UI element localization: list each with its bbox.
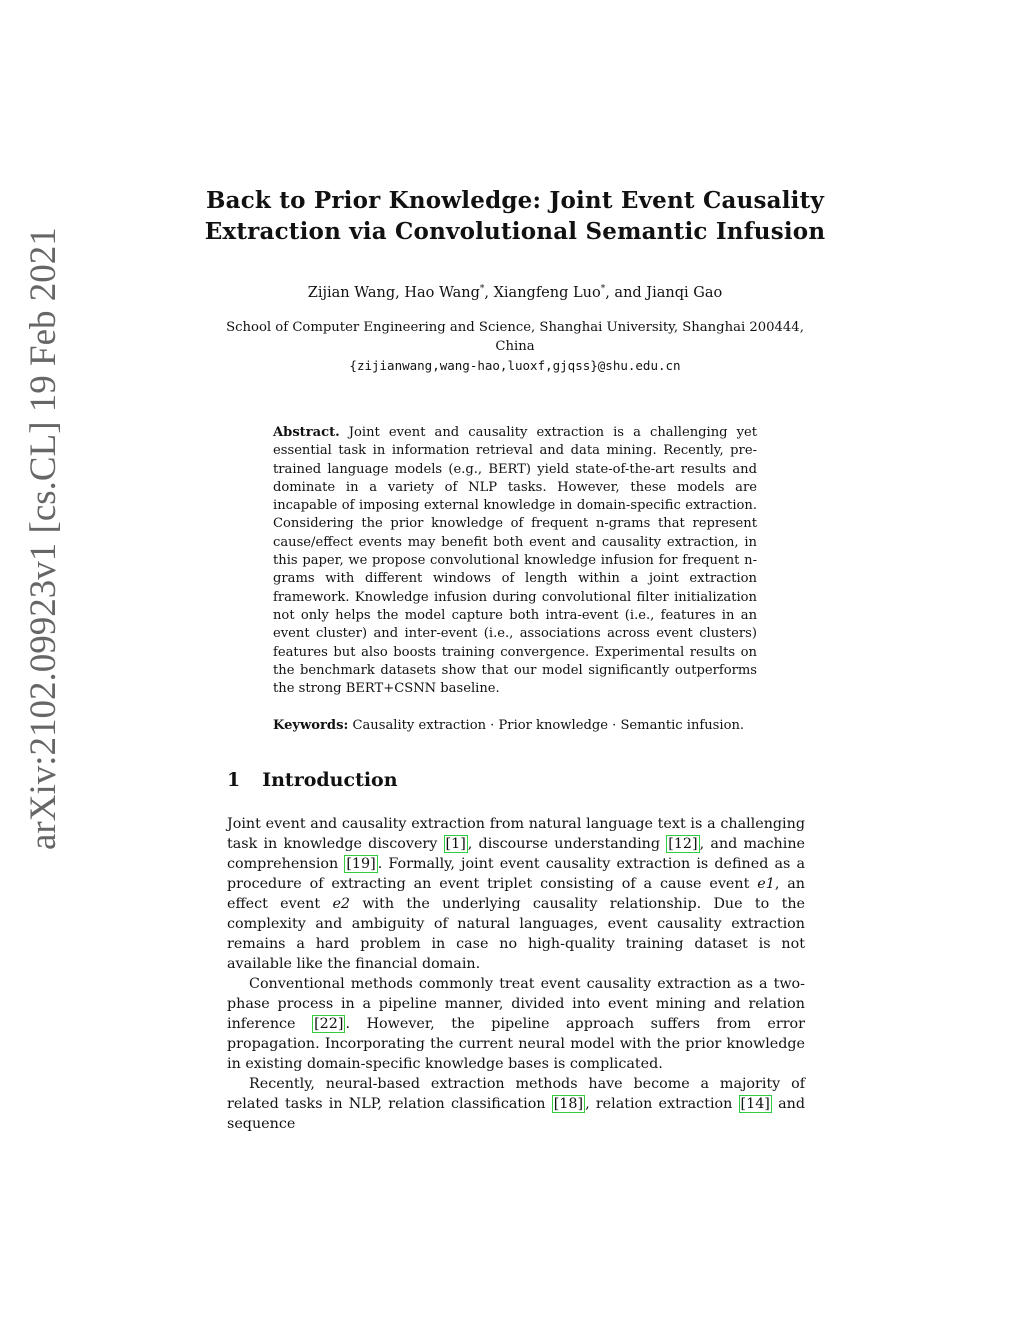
- keywords-text: Causality extraction · Prior knowledge · Semantic infusion.: [352, 718, 745, 733]
- section-number: 1: [227, 769, 241, 791]
- abstract-label: Abstract.: [273, 425, 340, 440]
- author-list: [190, 284, 840, 301]
- author-3: , and Jianqi Gao: [605, 284, 723, 301]
- text-run: . Formally, joint event causality extraction is defined as a procedure of extracting an event triplet consisting of a cause event: [227, 856, 805, 892]
- citation-link[interactable]: [19]: [346, 856, 376, 872]
- citation-link[interactable]: [12]: [668, 836, 698, 852]
- corresponding-mark-2: *: [600, 284, 606, 294]
- section-title: Introduction: [262, 769, 398, 791]
- paper-title-line-1: Back to Prior Knowledge: Joint Event Causality: [205, 187, 825, 214]
- intro-paragraph-3: [227, 1074, 805, 1134]
- text-run: . However, the pipeline approach suffers from error propagation. Incorporating the current neural model with the prior knowledge in existing domain-specific knowledge bases is complicated.: [227, 1016, 805, 1072]
- author-1: Zijian Wang, Hao Wang: [307, 284, 480, 301]
- author-2: , Xiangfeng Luo: [484, 284, 601, 301]
- text-run: , an effect event: [227, 876, 806, 912]
- citation-link[interactable]: [18]: [553, 1096, 584, 1112]
- affiliation-line-1: School of Computer Engineering and Science, Shanghai University, Shanghai 200444,: [226, 320, 804, 335]
- affiliation-line-2: China: [495, 339, 535, 354]
- text-run: Recently, neural-based extraction methods have become a majority of related tasks in NLP, relation classification: [227, 1076, 805, 1112]
- text-run: , and machine comprehension: [227, 836, 805, 872]
- text-run: , discourse understanding: [467, 836, 667, 852]
- abstract-text: Joint event and causality extraction is a challenging yet essential task in information retrieval and data mining. Recently, pre-trained language models (e.g., BERT) yield state-of-the-art results and dominate in a variety of NLP tasks. However, these models are incapable of imposing external knowledge in domain-specific extraction. Considering the prior knowledge of frequent n-grams that represent cause/effect events may benefit both event and causality extraction, in this paper, we propose convolutional knowledge infusion for frequent n-grams with different windows of length within a joint extraction framework. Knowledge infusion during convolutional filter initialization not only helps the model capture both intra-event (i.e., features in an event cluster) and inter-event (i.e., associations across event clusters) features but also boosts training convergence. Experimental results on the benchmark datasets show that our model significantly outperforms the strong BERT+CSNN baseline.: [273, 425, 757, 697]
- keywords: [273, 717, 757, 735]
- citation-link[interactable]: [1]: [445, 836, 466, 852]
- paper-title-line-2: Extraction via Convolutional Semantic Infusion: [204, 218, 826, 245]
- text-run: with the underlying causality relationship. Due to the complexity and ambiguity of natural languages, event causality extraction remains a hard problem in case no high-quality training dataset is not available like the financial domain.: [227, 896, 806, 972]
- math-symbol: e2: [332, 896, 350, 912]
- intro-paragraph-2: [227, 974, 805, 1074]
- citation-link[interactable]: [22]: [314, 1016, 344, 1032]
- citation-link[interactable]: [14]: [740, 1096, 770, 1112]
- section-heading: [227, 769, 398, 791]
- author-emails: {zijianwang,wang-hao,luoxf,gjqss}@shu.edu.cn: [349, 358, 681, 373]
- text-run: and sequence: [227, 1096, 805, 1132]
- text-run: Joint event and causality extraction from natural language text is a challenging task in knowledge discovery: [227, 816, 805, 852]
- keywords-label: Keywords:: [273, 718, 349, 733]
- text-run: , relation extraction: [585, 1096, 739, 1112]
- math-symbol: e1: [757, 876, 775, 892]
- corresponding-mark-1: *: [479, 284, 485, 294]
- intro-paragraph-1: [227, 814, 805, 974]
- abstract: [273, 424, 757, 698]
- arxiv-sidebar-stamp: arXiv:2102.09923v1 [cs.CL] 19 Feb 2021: [23, 227, 64, 850]
- text-run: Conventional methods commonly treat event causality extraction as a two-phase process in a pipeline manner, divided into event mining and relation inference: [227, 976, 805, 1032]
